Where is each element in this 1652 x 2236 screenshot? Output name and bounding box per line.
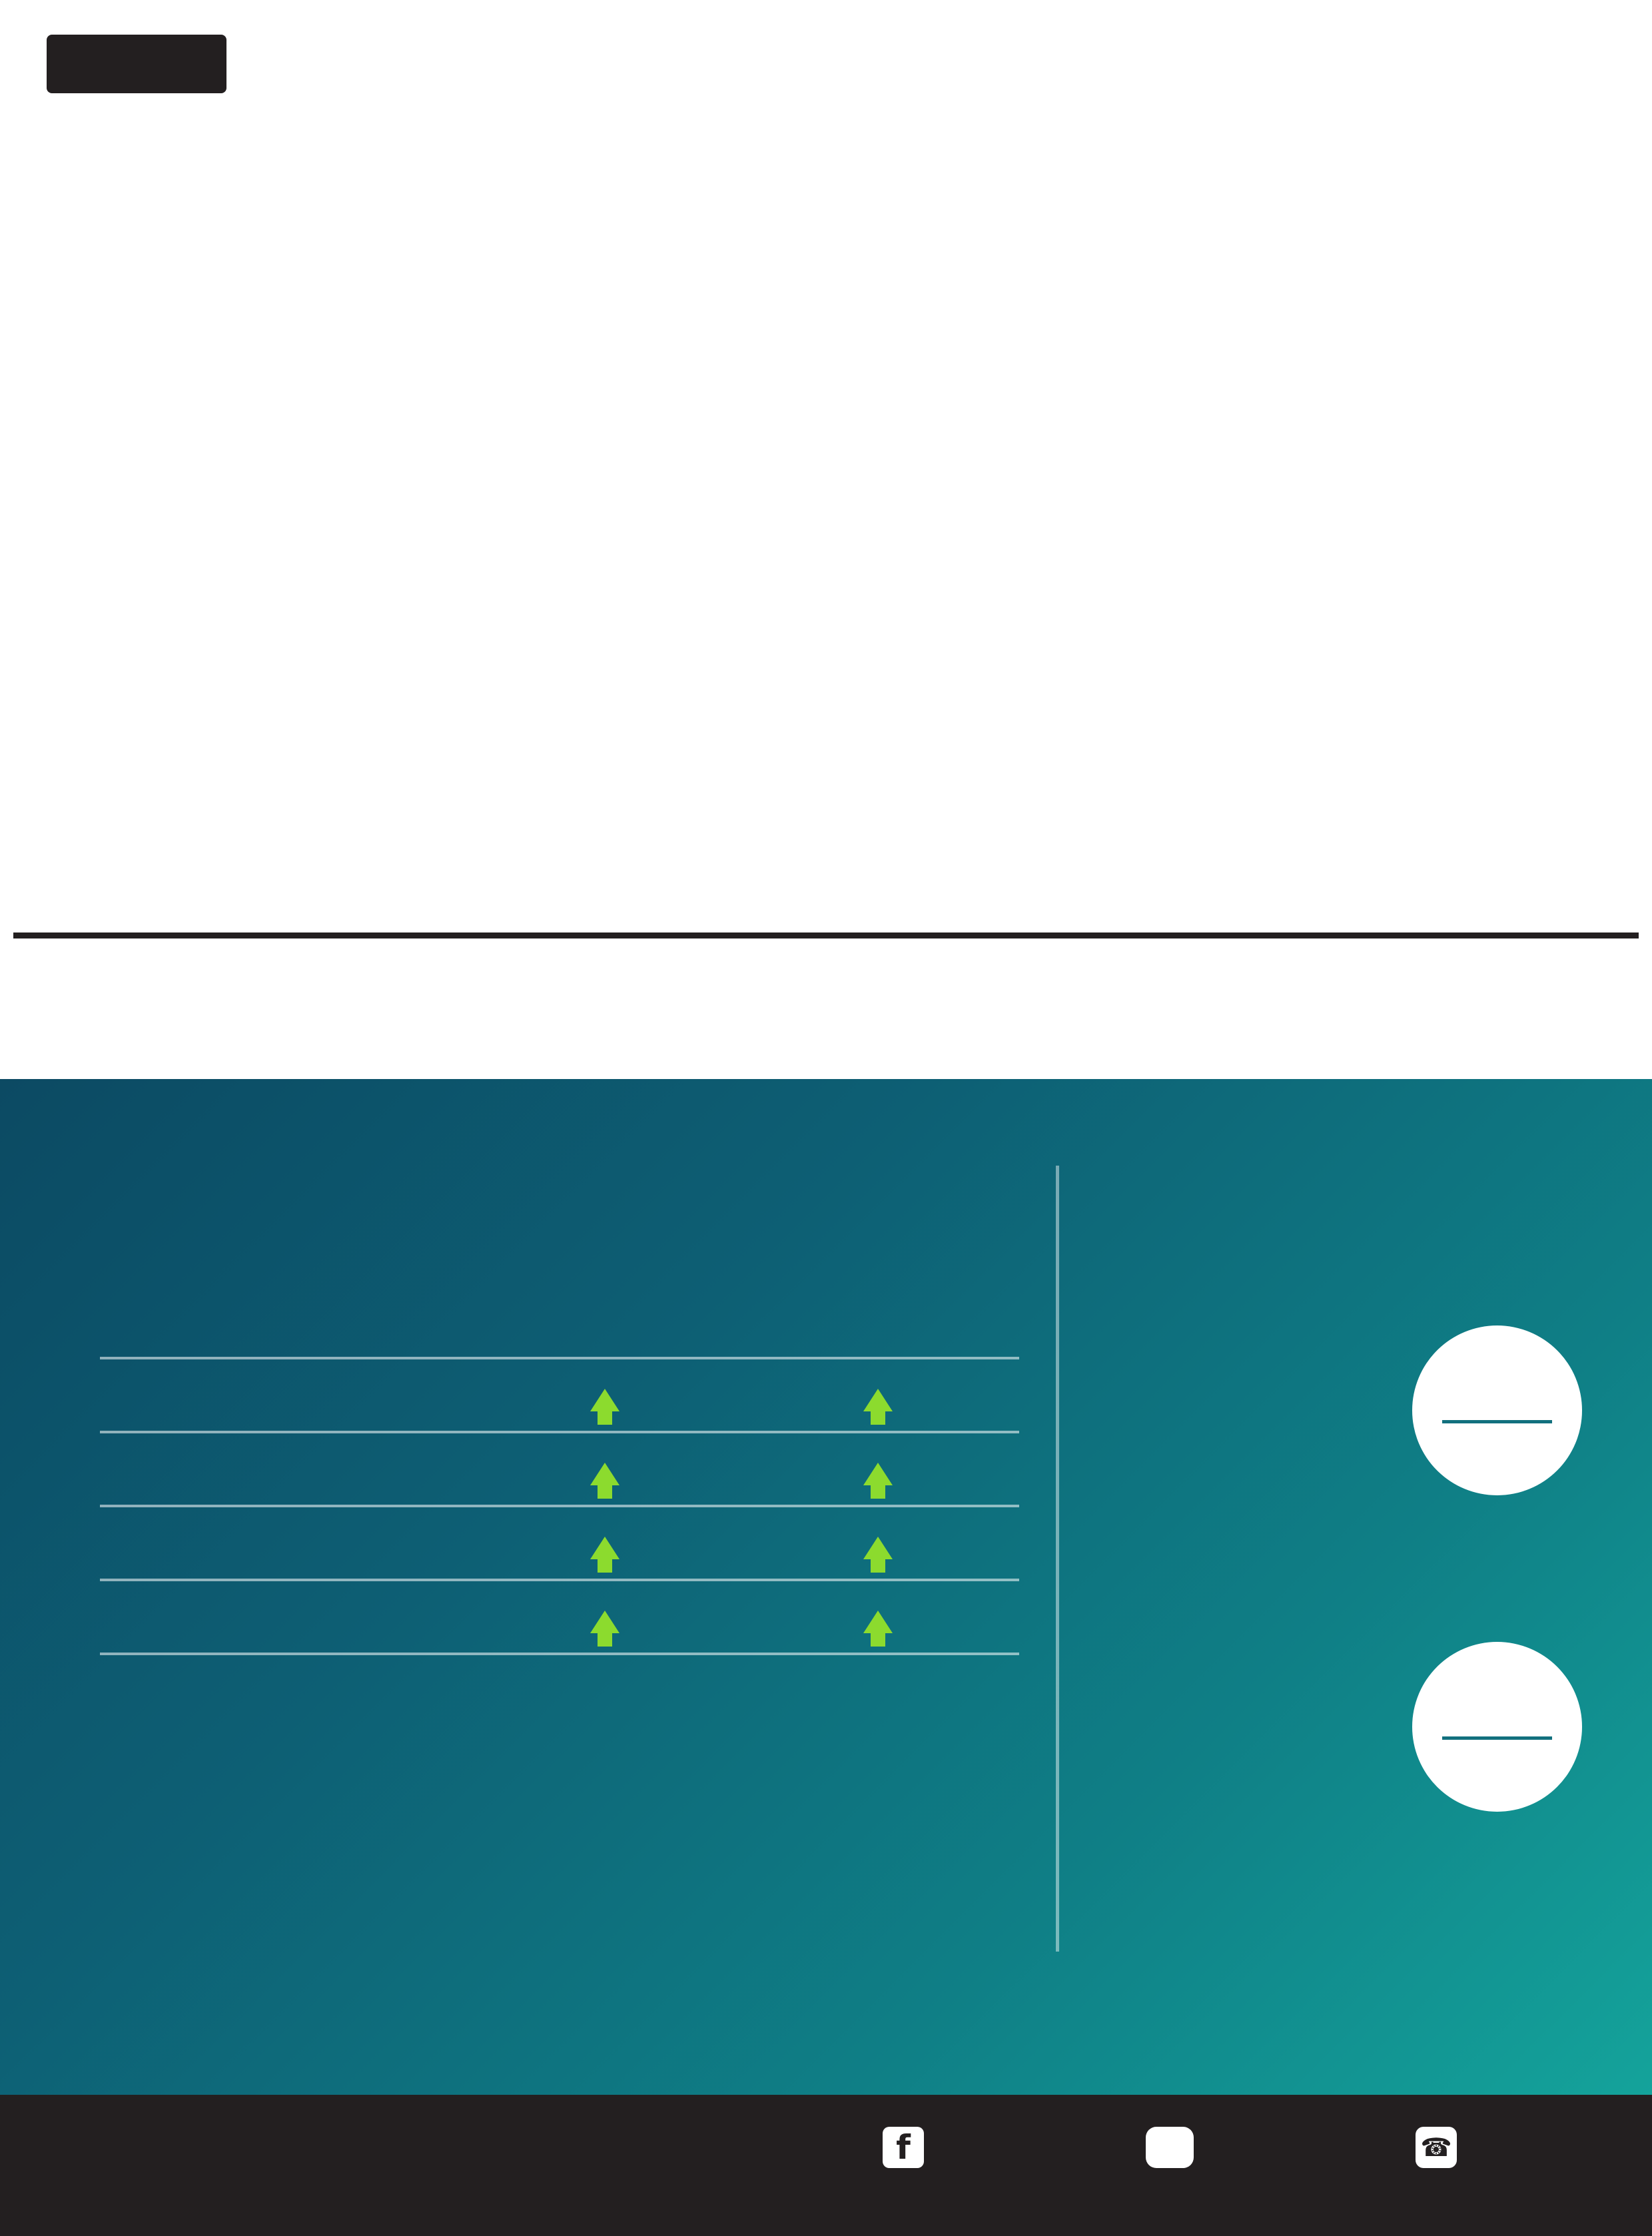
row-q1-bkk	[473, 1358, 746, 1432]
table-header-bkk	[473, 1342, 746, 1358]
table-header-blank	[100, 1342, 473, 1358]
footer	[0, 2095, 1652, 2236]
table-header-row	[100, 1342, 1019, 1358]
average-bkk-circle	[1412, 1325, 1582, 1495]
figure-badge	[47, 35, 226, 93]
table-header-upc	[746, 1342, 1019, 1358]
up-arrow-icon	[590, 1537, 620, 1559]
row-q3-upc	[746, 1506, 1019, 1580]
legend-dot-3	[894, 256, 925, 287]
summary-panel	[0, 1079, 1652, 2095]
panel-divider	[1056, 1166, 1059, 1952]
row-label-q3	[100, 1506, 473, 1580]
row-q2-bkk	[473, 1432, 746, 1506]
legend-dot-1	[168, 256, 199, 287]
row-q1-upc	[746, 1358, 1019, 1432]
table-row	[100, 1432, 1019, 1506]
legend-dot-0	[168, 196, 199, 227]
up-arrow-icon	[590, 1611, 620, 1633]
facebook-icon[interactable]: f	[883, 2127, 924, 2168]
up-arrow-icon	[863, 1389, 893, 1411]
phone-icon: ☎	[1416, 2127, 1457, 2168]
table-row	[100, 1358, 1019, 1432]
average-upc-divider	[1442, 1736, 1552, 1740]
chart-legend	[0, 190, 1652, 290]
chart-x-axis	[0, 932, 1652, 1079]
legend-item-3	[859, 256, 959, 287]
row-q4-upc	[746, 1580, 1019, 1654]
average-bkk-divider	[1442, 1420, 1552, 1423]
axis-baseline	[13, 932, 1639, 938]
legend-item-2	[859, 196, 959, 227]
legend-item-1	[133, 256, 233, 287]
table-row	[100, 1506, 1019, 1580]
row-q2-upc	[746, 1432, 1019, 1506]
up-arrow-icon	[590, 1389, 620, 1411]
header	[0, 0, 1652, 177]
line-icon[interactable]	[1146, 2127, 1194, 2168]
row-label-q4	[100, 1580, 473, 1654]
average-upc-circle	[1412, 1642, 1582, 1812]
up-arrow-icon	[863, 1537, 893, 1559]
legend-item-0	[133, 196, 233, 227]
up-arrow-icon	[590, 1463, 620, 1485]
row-q3-bkk	[473, 1506, 746, 1580]
row-q4-bkk	[473, 1580, 746, 1654]
row-label-q2	[100, 1432, 473, 1506]
comparison-table	[100, 1342, 1019, 1655]
table-row	[100, 1580, 1019, 1654]
up-arrow-icon	[863, 1611, 893, 1633]
legend-dot-2	[894, 196, 925, 227]
row-label-q1	[100, 1358, 473, 1432]
up-arrow-icon	[863, 1463, 893, 1485]
